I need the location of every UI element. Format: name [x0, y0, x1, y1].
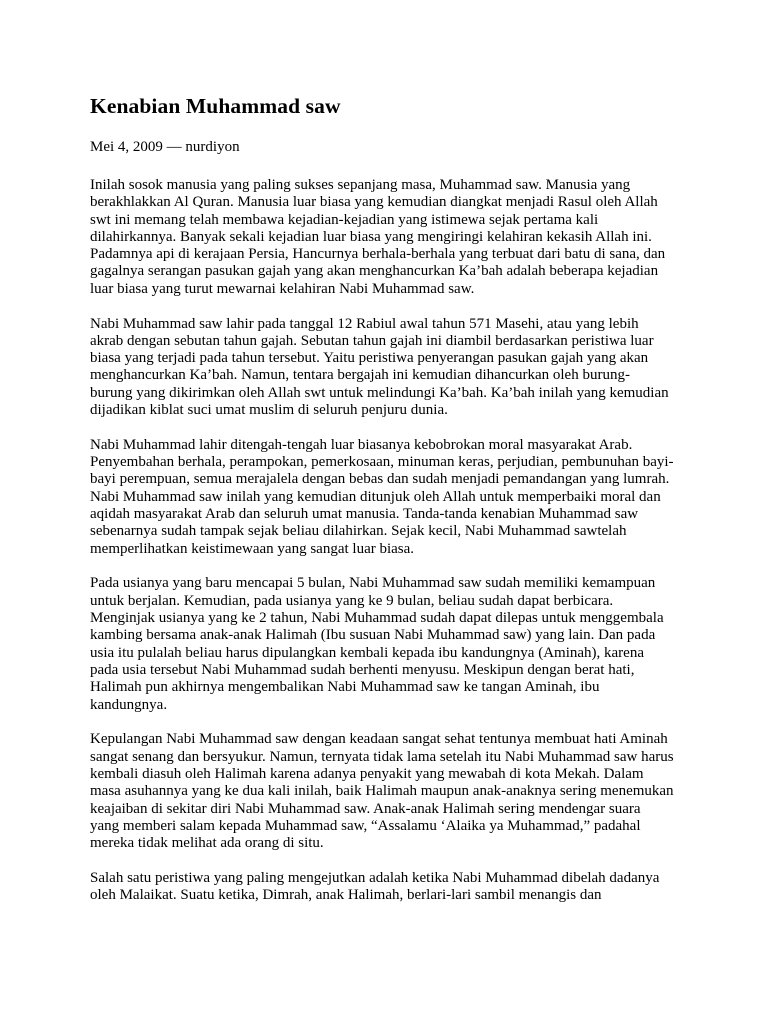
paragraph-line: gagalnya serangan pasukan gajah yang akan menghancurkan Ka’bah adalah beberapa kejadian — [90, 263, 659, 280]
paragraph-line: oleh Malaikat. Suatu ketika, Dimrah, anak Halimah, berlari-lari sambil menangis dan — [90, 887, 602, 904]
paragraph-6 — [90, 870, 685, 905]
paragraph-line: yang memberi salam kepada Muhammad saw, “Assalamu ‘Alaika ya Muhammad,” padahal — [90, 817, 641, 834]
paragraph-line: Nabi Muhammad lahir ditengah-tengah luar biasanya kebobrokan moral masyarakat Arab. — [90, 436, 633, 453]
paragraph-line: bayi perempuan, semua merajalela dengan bebas dan sudah menjadi pemandangan yang lumrah. — [90, 471, 670, 488]
paragraph-line: dilahirkannya. Banyak sekali kejadian luar biasa yang mengiringi kelahiran kekasih Allah ini. — [90, 228, 652, 245]
paragraph-line: Padamnya api di kerajaan Persia, Hancurnya berhala-berhala yang terbuat dari batu di sana, dan — [90, 246, 666, 263]
paragraph-line: keajaiban di sekitar diri Nabi Muhammad saw. Anak-anak Halimah sering mendengar suara — [90, 800, 641, 817]
paragraph-3 — [90, 437, 685, 558]
paragraph-line: untuk berjalan. Kemudian, pada usianya yang ke 9 bulan, beliau sudah dapat berbicara. — [90, 592, 614, 609]
paragraph-line: biasa yang terjadi pada tahun tersebut. Yaitu peristiwa penyerangan pasukan gajah yang akan — [90, 350, 649, 367]
paragraph-line: pada usia tersebut Nabi Muhammad sudah berhenti menyusu. Meskipun dengan berat hati, — [90, 661, 635, 678]
paragraph-1 — [90, 177, 685, 298]
document-title: Kenabian Muhammad saw — [90, 94, 341, 118]
paragraph-line: kembali diasuh oleh Halimah karena adanya penyakit yang mewabah di kota Mekah. Dalam — [90, 765, 644, 782]
paragraph-line: Pada usianya yang baru mencapai 5 bulan, Nabi Muhammad saw sudah memiliki kemampuan — [90, 575, 656, 592]
document-page — [90, 86, 685, 904]
paragraph-line: Halimah pun akhirnya mengembalikan Nabi Muhammad saw ke tangan Aminah, ibu — [90, 679, 600, 696]
paragraph-line: kandungnya. — [90, 696, 168, 713]
paragraph-line: usia itu pulalah beliau harus dipulangkan kembali kepada ibu kandungnya (Aminah), karena — [90, 644, 644, 661]
paragraph-4 — [90, 575, 685, 713]
paragraph-line: Nabi Muhammad saw lahir pada tanggal 12 Rabiul awal tahun 571 Masehi, atau yang lebih — [90, 315, 639, 332]
paragraph-line: menghancurkan Ka’bah. Namun, tentara bergajah ini kemudian dihancurkan oleh burung- — [90, 367, 630, 384]
paragraph-line: Menginjak usianya yang ke 2 tahun, Nabi Muhammad sudah dapat dilepas untuk menggembala — [90, 610, 664, 627]
paragraph-line: kambing bersama anak-anak Halimah (Ibu susuan Nabi Muhammad saw) yang lain. Dan pada — [90, 627, 656, 644]
paragraph-line: burung yang dikirimkan oleh Allah swt untuk melindungi Ka’bah. Ka’bah inilah yang kemudian — [90, 384, 669, 401]
paragraph-line: berakhlakkan Al Quran. Manusia luar biasa yang kemudian diangkat menjadi Rasul oleh Allah — [90, 194, 658, 211]
paragraph-line: sangat senang dan bersyukur. Namun, ternyata tidak lama setelah itu Nabi Muhammad saw harus — [90, 748, 674, 765]
paragraph-line: luar biasa yang turut mewarnai kelahiran Nabi Muhammad saw. — [90, 280, 475, 297]
paragraph-line: Nabi Muhammad saw inilah yang kemudian ditunjuk oleh Allah untuk memperbaiki moral dan — [90, 488, 661, 505]
paragraph-5 — [90, 731, 685, 852]
paragraph-line: masa asuhannya yang ke dua kali inilah, baik Halimah maupun anak-anaknya sering menemukan — [90, 783, 674, 800]
post-meta: Mei 4, 2009 — nurdiyon — [90, 139, 240, 155]
paragraph-line: Kepulangan Nabi Muhammad saw dengan keadaan sangat sehat tentunya membuat hati Aminah — [90, 731, 668, 748]
paragraph-line: memperlihatkan keistimewaan yang sangat luar biasa. — [90, 540, 415, 557]
paragraph-line: aqidah masyarakat Arab dan seluruh umat manusia. Tanda-tanda kenabian Muhammad saw — [90, 506, 639, 523]
paragraph-line: mereka tidak melihat ada orang di situ. — [90, 835, 324, 852]
paragraph-line: Penyembahan berhala, perampokan, pemerkosaan, minuman keras, perjudian, pembunuhan bayi- — [90, 454, 674, 471]
paragraph-2 — [90, 316, 685, 420]
paragraph-line: akrab dengan sebutan tahun gajah. Sebutan tahun gajah ini diambil berdasarkan peristiwa luar — [90, 332, 654, 349]
paragraph-line: dijadikan kiblat suci umat muslim di seluruh penjuru dunia. — [90, 402, 448, 419]
paragraph-line: swt ini memang telah membawa kejadian-kejadian yang istimewa sejak pertama kali — [90, 211, 599, 228]
paragraph-line: Inilah sosok manusia yang paling sukses sepanjang masa, Muhammad saw. Manusia yang — [90, 177, 631, 193]
paragraph-line: sebenarnya sudah tampak sejak beliau dilahirkan. Sejak kecil, Nabi Muhammad sawtelah — [90, 523, 627, 540]
paragraph-line: Salah satu peristiwa yang paling mengejutkan adalah ketika Nabi Muhammad dibelah dadanya — [90, 869, 660, 886]
